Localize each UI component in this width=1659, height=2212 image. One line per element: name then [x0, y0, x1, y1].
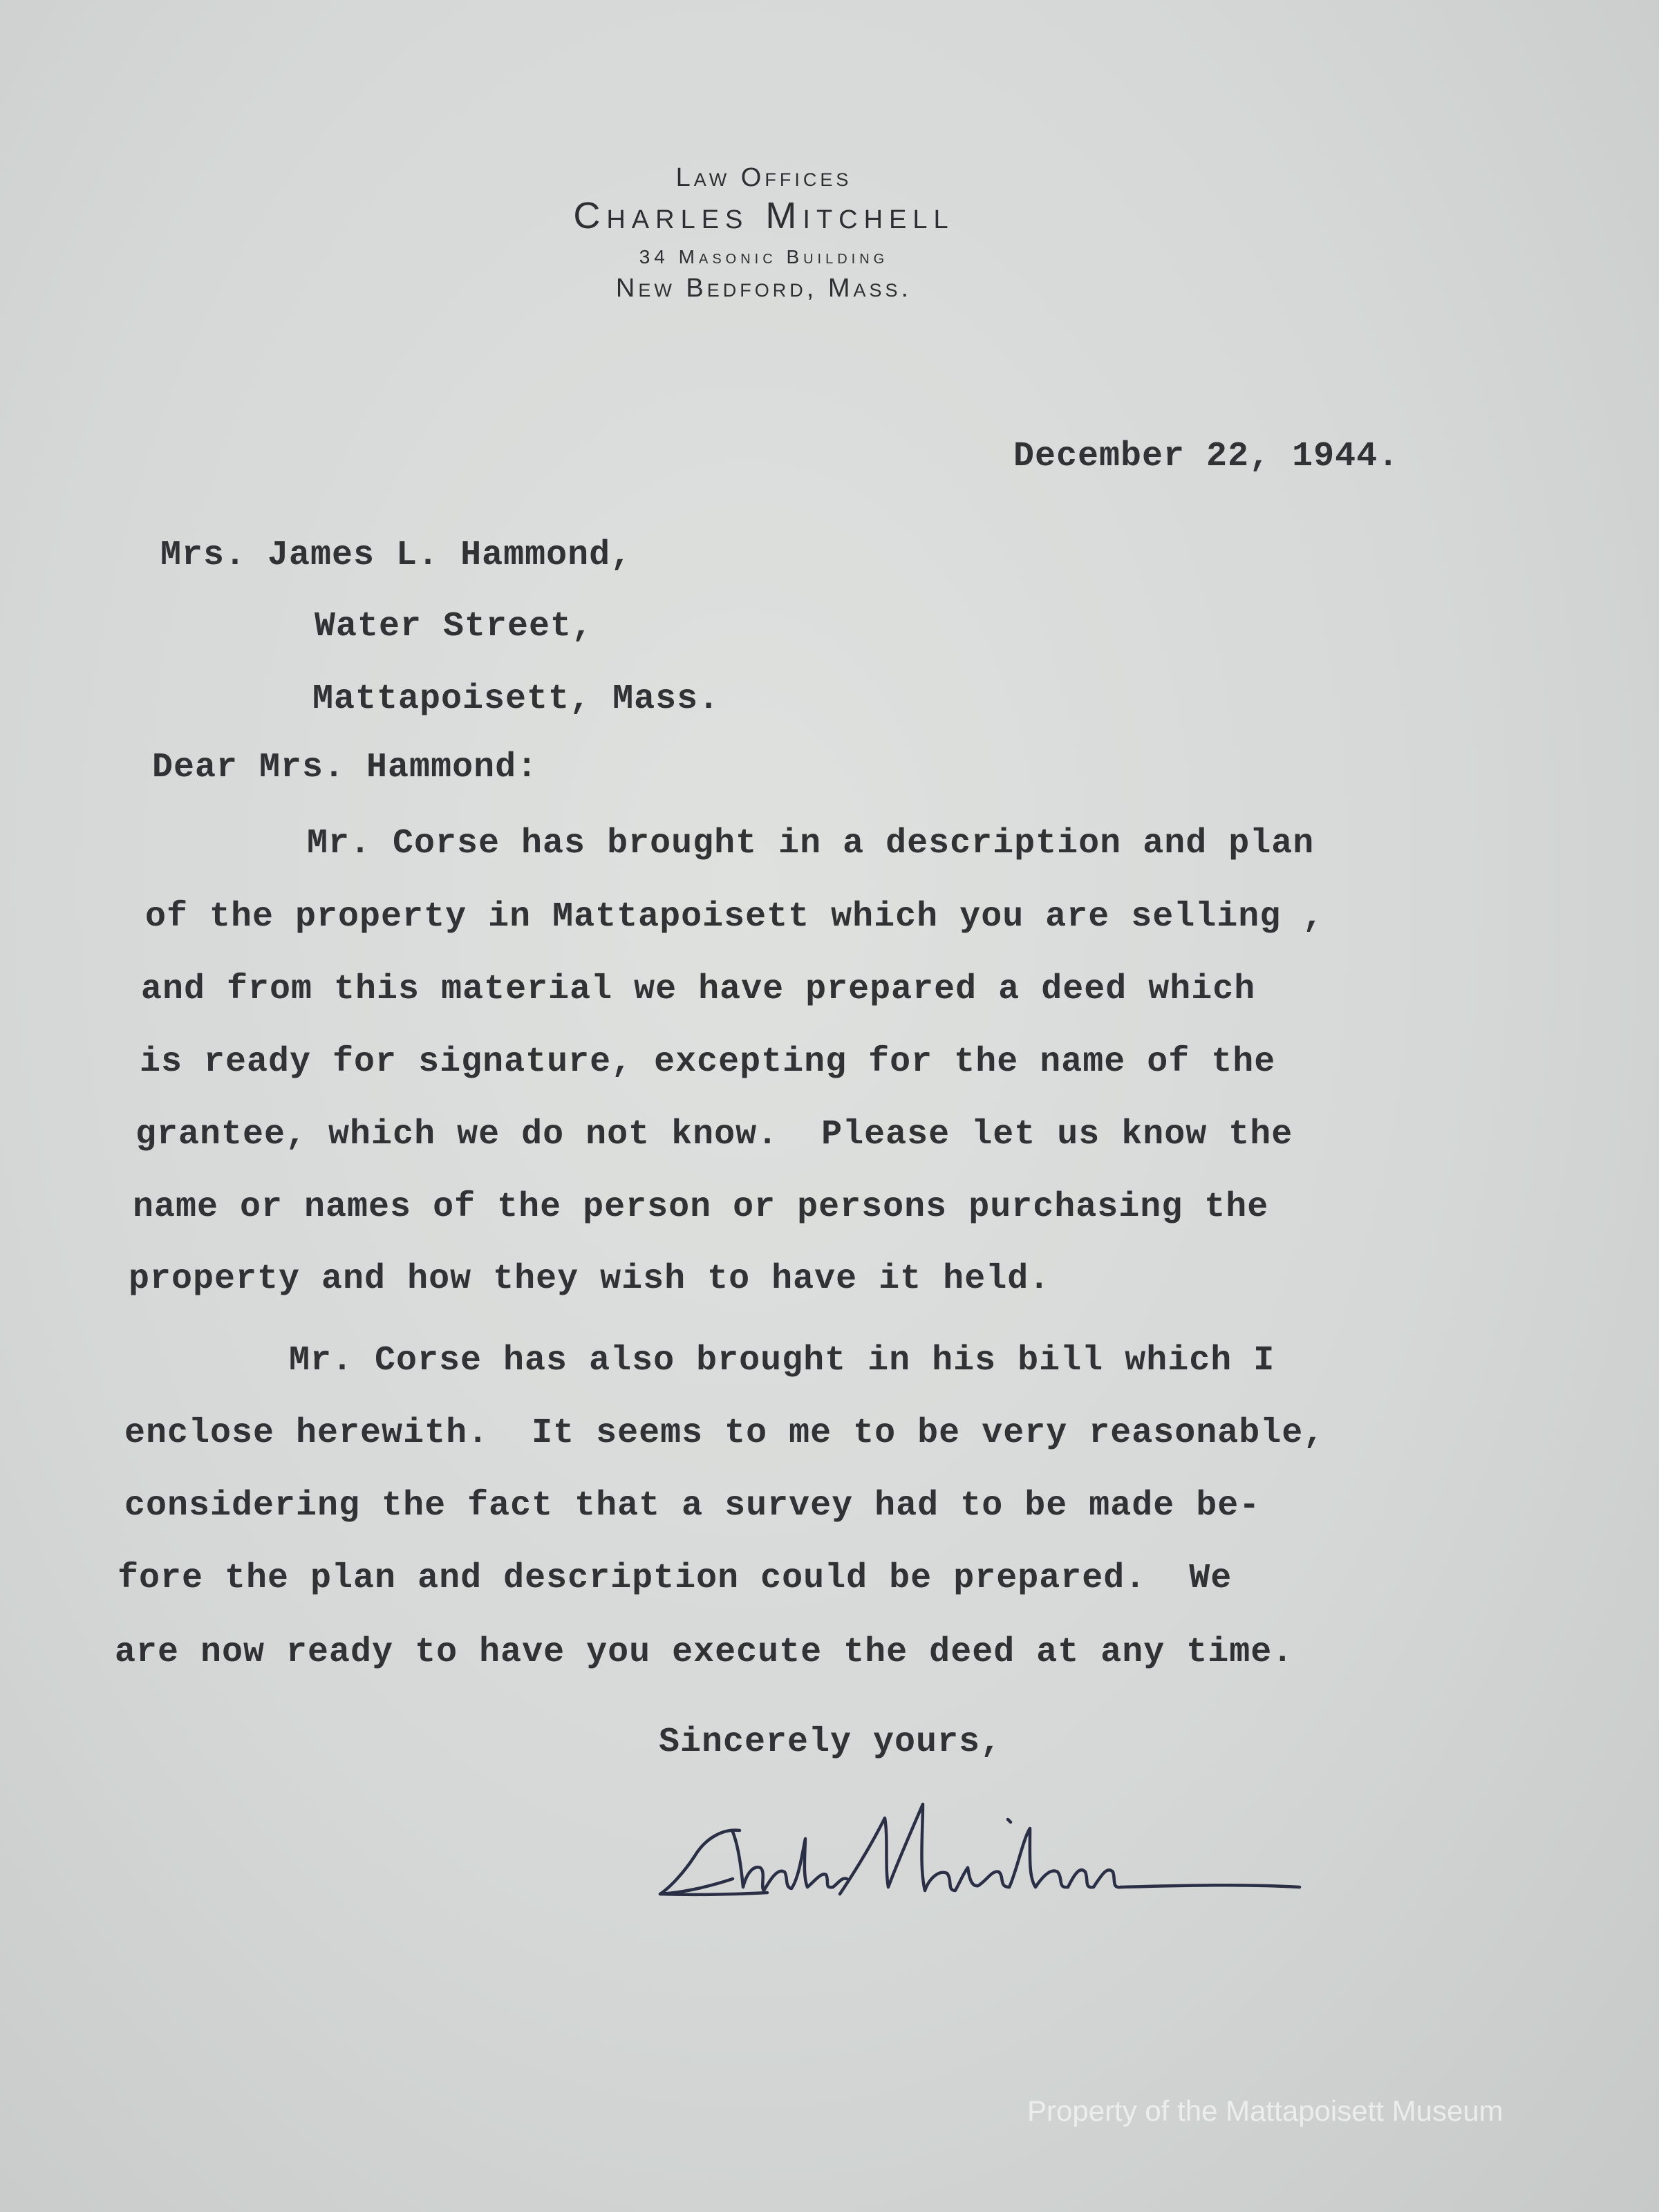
paragraph-2-line: considering the fact that a survey had to be made be- [124, 1486, 1261, 1526]
paragraph-2-line: are now ready to have you execute the deed at any time. [115, 1633, 1294, 1672]
paragraph-1-line: and from this material we have prepared a deed which [141, 970, 1256, 1009]
paragraph-1-line: grantee, which we do not know. Please let us know the [135, 1115, 1293, 1154]
paragraph-2-line: fore the plan and description could be prepared. We [118, 1559, 1232, 1598]
letterhead-name: Charles Mitchell [573, 195, 955, 236]
letter-date: December 22, 1944. [1013, 437, 1400, 476]
letterhead [0, 162, 1528, 305]
recipient-city: Mattapoisett, Mass. [312, 679, 720, 719]
recipient-name: Mrs. James L. Hammond, [160, 536, 632, 575]
handwritten-signature [657, 1790, 1320, 1929]
paragraph-2-line: Mr. Corse has also brought in his bill which I [289, 1341, 1275, 1380]
letterhead-city: New Bedford, Mass. [615, 274, 912, 303]
paragraph-1-line: Mr. Corse has brought in a description and plan [307, 824, 1315, 863]
letterhead-law-offices: Law Offices [675, 163, 852, 192]
paragraph-1-line: is ready for signature, excepting for the name of the [140, 1042, 1276, 1082]
paragraph-1-line: of the property in Mattapoisett which you are selling , [145, 897, 1324, 937]
paragraph-2-line: enclose herewith. It seems to me to be very reasonable, [124, 1414, 1325, 1453]
recipient-street: Water Street, [315, 607, 594, 646]
museum-watermark: Property of the Mattapoisett Museum [1027, 2094, 1503, 2127]
paragraph-1-line: property and how they wish to have it held. [129, 1259, 1051, 1299]
letterhead-building: 34 Masonic Building [639, 246, 889, 268]
closing: Sincerely yours, [659, 1723, 1002, 1762]
salutation: Dear Mrs. Hammond: [152, 748, 538, 787]
paragraph-1-line: name or names of the person or persons purchasing the [133, 1188, 1269, 1227]
